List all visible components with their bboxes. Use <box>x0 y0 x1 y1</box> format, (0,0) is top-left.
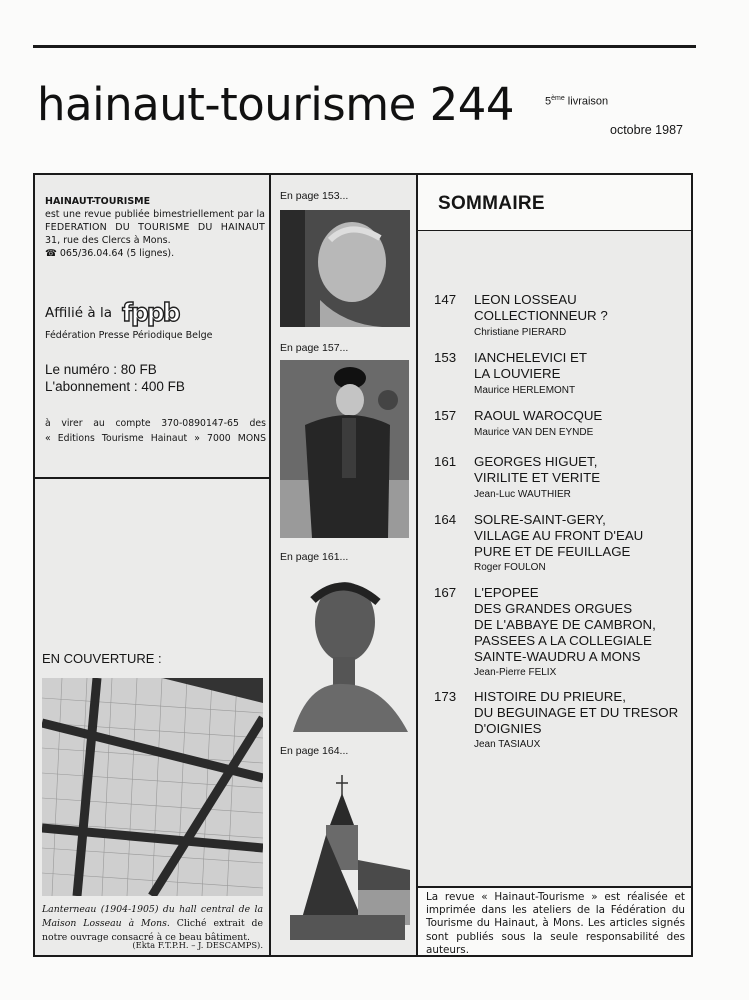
footnote: La revue « Hainaut-Tourisme » est réalisée et imprimée dans les ateliers de la Fédération du Tourisme du Hainaut, à Mons. Les articles signés sont publiés sous la seule responsabilité des auteurs. <box>426 891 685 956</box>
sculpted-bust-photo <box>283 572 410 732</box>
toc-title: GEORGES HIGUET, VIRILITE ET VERITE <box>474 454 601 485</box>
sommaire-title: SOMMAIRE <box>438 193 545 214</box>
issue-date: octobre 1987 <box>610 123 683 137</box>
price-subscription: L'abonnement : 400 FB <box>45 379 185 394</box>
toc-title: SOLRE-SAINT-GERY, VILLAGE AU FRONT D'EAU PURE ET DE FEUILLAGE <box>474 512 644 559</box>
village-church-photo <box>280 775 410 945</box>
payment-info: à virer au compte 370-0890147-65 des « Editions Tourisme Hainaut » 7000 MONS <box>45 418 266 444</box>
toc-page: 147 <box>434 292 457 307</box>
toc-page: 157 <box>434 408 457 423</box>
publisher-info <box>45 195 265 260</box>
man-in-bowler-hat-photo <box>280 360 409 538</box>
publisher-desc: est une revue publiée bimestriellement par la <box>45 209 265 220</box>
toc-title: HISTOIRE DU PRIEURE, DU BEGUINAGE ET DU TRESOR D'OIGNIES <box>474 689 679 736</box>
column-divider-left <box>269 173 271 957</box>
toc-title: IANCHELEVICI ET LA LOUVIERE <box>474 350 588 381</box>
toc-title: RAOUL WAROCQUE <box>474 408 603 423</box>
issue-number: 5ème livraison <box>545 95 609 108</box>
cover-caption: Lanterneau (1904-1905) du hall central de la Maison Losseau à Mons. Cliché extrait de notre ouvrage consacré à ce beau bâtiment. <box>42 904 263 943</box>
toc-author: Roger FOULON <box>474 562 546 573</box>
magazine-title: hainaut-tourisme 244 <box>37 78 514 131</box>
toc-page: 161 <box>434 454 457 469</box>
top-rule <box>33 45 696 48</box>
publisher-title: HAINAUT-TOURISME <box>45 196 151 207</box>
prices <box>45 361 185 395</box>
photo-credit: (Ekta F.T.P.H. – J. DESCAMPS). <box>132 940 263 950</box>
toc-page: 167 <box>434 585 457 600</box>
cover-label: EN COUVERTURE : <box>42 651 162 666</box>
publisher-name: FEDERATION DU TOURISME DU HAINAUT <box>45 222 265 233</box>
phone-icon: ☎ <box>45 248 57 259</box>
toc-title: L'EPOPEE DES GRANDES ORGUES DE L'ABBAYE DE CAMBRON, PASSEES A LA COLLEGIALE SAINTE-WAUDRU A MONS <box>474 585 656 664</box>
toc-author: Maurice VAN DEN EYNDE <box>474 427 594 438</box>
info-divider <box>33 477 271 479</box>
toc-page: 153 <box>434 350 457 365</box>
photo-label-153: En page 153... <box>280 190 349 202</box>
toc-author: Jean-Pierre FELIX <box>474 667 557 678</box>
photo-label-161: En page 161... <box>280 551 349 563</box>
affiliation-label: Affilié à la <box>45 305 112 321</box>
photo-label-164: En page 164... <box>280 745 349 757</box>
federation-name: Fédération Presse Périodique Belge <box>45 330 213 341</box>
toc-title: LEON LOSSEAU COLLECTIONNEUR ? <box>474 292 608 323</box>
toc-author: Jean TASIAUX <box>474 739 541 750</box>
toc-author: Jean-Luc WAUTHIER <box>474 489 571 500</box>
publisher-address: 31, rue des Clercs à Mons. <box>45 235 171 246</box>
cover-photo <box>42 678 263 896</box>
sculpted-head-photo <box>280 210 410 327</box>
price-issue: Le numéro : 80 FB <box>45 362 157 377</box>
column-divider-right <box>416 173 418 957</box>
fppb-logo: fppb <box>122 298 179 327</box>
toc-page: 164 <box>434 512 457 527</box>
toc-author: Maurice HERLEMONT <box>474 385 576 396</box>
publisher-phone: ☎ 065/36.04.64 (5 lignes). <box>45 248 175 259</box>
toc-author: Christiane PIERARD <box>474 327 567 338</box>
toc-page: 173 <box>434 689 457 704</box>
photo-label-157: En page 157... <box>280 342 349 354</box>
